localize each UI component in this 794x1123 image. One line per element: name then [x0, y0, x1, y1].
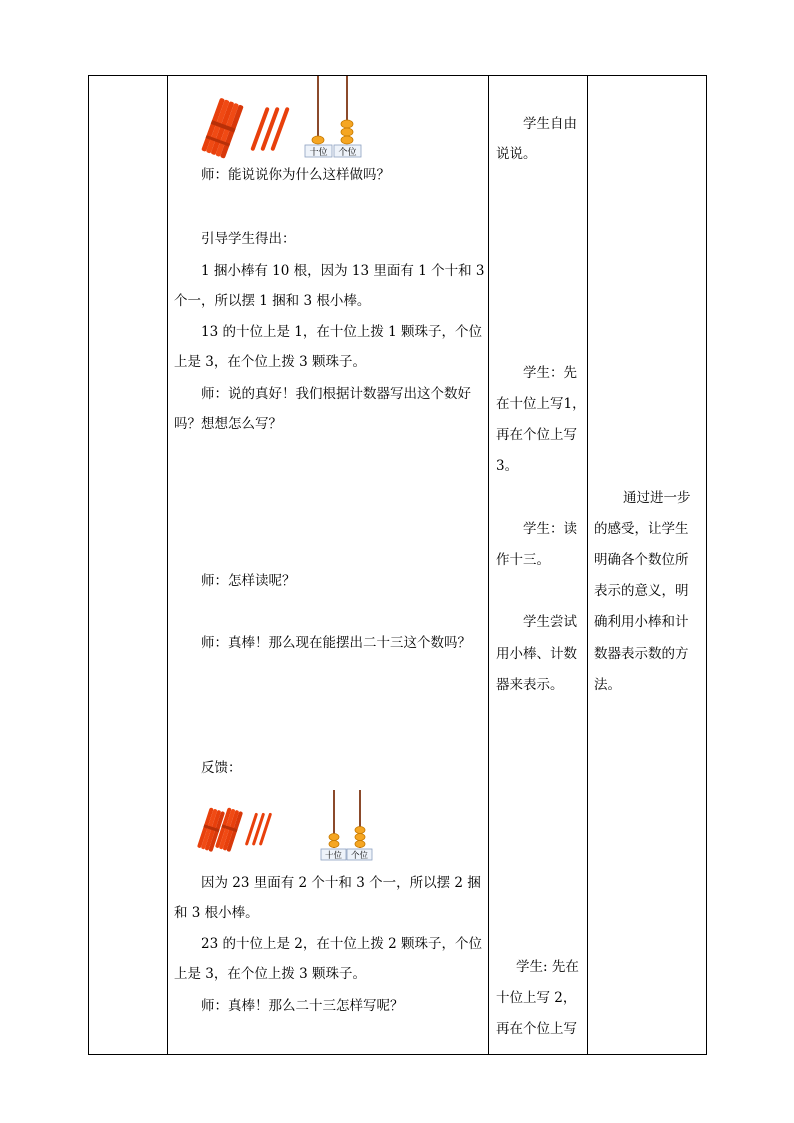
ones-bead	[355, 841, 365, 848]
guide-heading: 引导学生得出：	[201, 231, 296, 247]
student-activity-line: 再在个位上写	[496, 427, 577, 443]
ones-bead	[355, 827, 365, 834]
table-col-border-2	[167, 75, 168, 1055]
explanation-line: 13 的十位上是 1，在十位上拨 1 颗珠子，个位	[201, 324, 483, 340]
abacus-13	[305, 76, 365, 161]
explanation-line: 1 捆小棒有 10 根，因为 13 里面有 1 个十和 3	[201, 263, 485, 279]
student-activity-line: 学生：先	[523, 365, 577, 381]
tens-bead	[312, 136, 324, 144]
student-activity-line: 器来表示。	[496, 677, 564, 693]
ones-bead	[355, 834, 365, 841]
table-bottom-border	[88, 1054, 707, 1055]
abacus-23	[320, 790, 376, 862]
teacher-question-23: 师：真棒！那么现在能摆出二十三这个数吗？	[201, 635, 471, 651]
design-intent-line: 法。	[594, 677, 621, 693]
teacher-praise-line: 吗？想想怎么写？	[174, 416, 282, 432]
student-activity-line: 学生: 先在	[516, 959, 579, 975]
student-activity-line: 学生：读	[523, 521, 577, 537]
abacus-tens-label: 十位	[324, 851, 343, 861]
single-sticks	[250, 107, 289, 152]
ones-bead	[341, 128, 353, 136]
stick-bundle	[201, 98, 244, 159]
student-activity-line: 学生尝试	[523, 614, 577, 630]
stick-bundle-illustration-13	[200, 100, 300, 160]
student-activity-line: 在十位上写1，	[496, 396, 586, 412]
abacus-ones-label: 个位	[350, 851, 369, 861]
student-activity-line: 3。	[496, 458, 519, 474]
design-intent-line: 数器表示数的方	[594, 646, 689, 662]
single-sticks	[245, 813, 272, 846]
student-activity-line: 再在个位上写	[496, 1021, 577, 1037]
feedback-heading: 反馈：	[201, 760, 242, 776]
teacher-question-read: 师：怎样读呢？	[201, 573, 296, 589]
abacus-ones-label: 个位	[338, 148, 357, 158]
table-col-border-1	[88, 75, 89, 1055]
teacher-praise-line: 师：说的真好！我们根据计数器写出这个数好	[201, 386, 471, 402]
student-activity-line: 作十三。	[496, 552, 550, 568]
stick-bundle-illustration-23	[200, 808, 280, 856]
tens-bead	[329, 834, 339, 841]
table-col-border-3	[488, 75, 489, 1055]
design-intent-line: 表示的意义，明	[594, 583, 689, 599]
design-intent-line: 明确各个数位所	[594, 552, 689, 568]
design-intent-line: 确利用小棒和计	[594, 614, 689, 630]
explanation-line: 因为 23 里面有 2 个十和 3 个一，所以摆 2 捆	[201, 875, 481, 891]
table-col-border-5	[706, 75, 707, 1055]
student-activity-line: 用小棒、计数	[496, 646, 577, 662]
teacher-question-why: 师：能说说你为什么这样做吗？	[201, 167, 390, 183]
explanation-line: 和 3 根小棒。	[174, 905, 259, 921]
design-intent-line: 通过进一步	[623, 490, 691, 506]
tens-bead	[329, 841, 339, 848]
table-col-border-4	[587, 75, 588, 1055]
design-intent-line: 的感受，让学生	[594, 521, 689, 537]
explanation-line: 上是 3，在个位上拨 3 颗珠子。	[174, 354, 367, 370]
explanation-line: 23 的十位上是 2，在十位上拨 2 颗珠子，个位	[201, 936, 483, 952]
table-top-border	[88, 75, 707, 76]
student-activity-line: 学生自由	[523, 116, 577, 132]
student-activity-line: 十位上写 2，	[496, 990, 577, 1006]
abacus-tens-label: 十位	[309, 148, 328, 158]
explanation-line: 个一，所以摆 1 捆和 3 根小棒。	[174, 293, 371, 309]
ones-bead	[341, 136, 353, 144]
ones-bead	[341, 120, 353, 128]
teacher-question-write: 师：真棒！那么二十三怎样写呢？	[201, 998, 404, 1014]
student-activity-line: 说说。	[496, 146, 537, 162]
explanation-line: 上是 3，在个位上拨 3 颗珠子。	[174, 966, 367, 982]
